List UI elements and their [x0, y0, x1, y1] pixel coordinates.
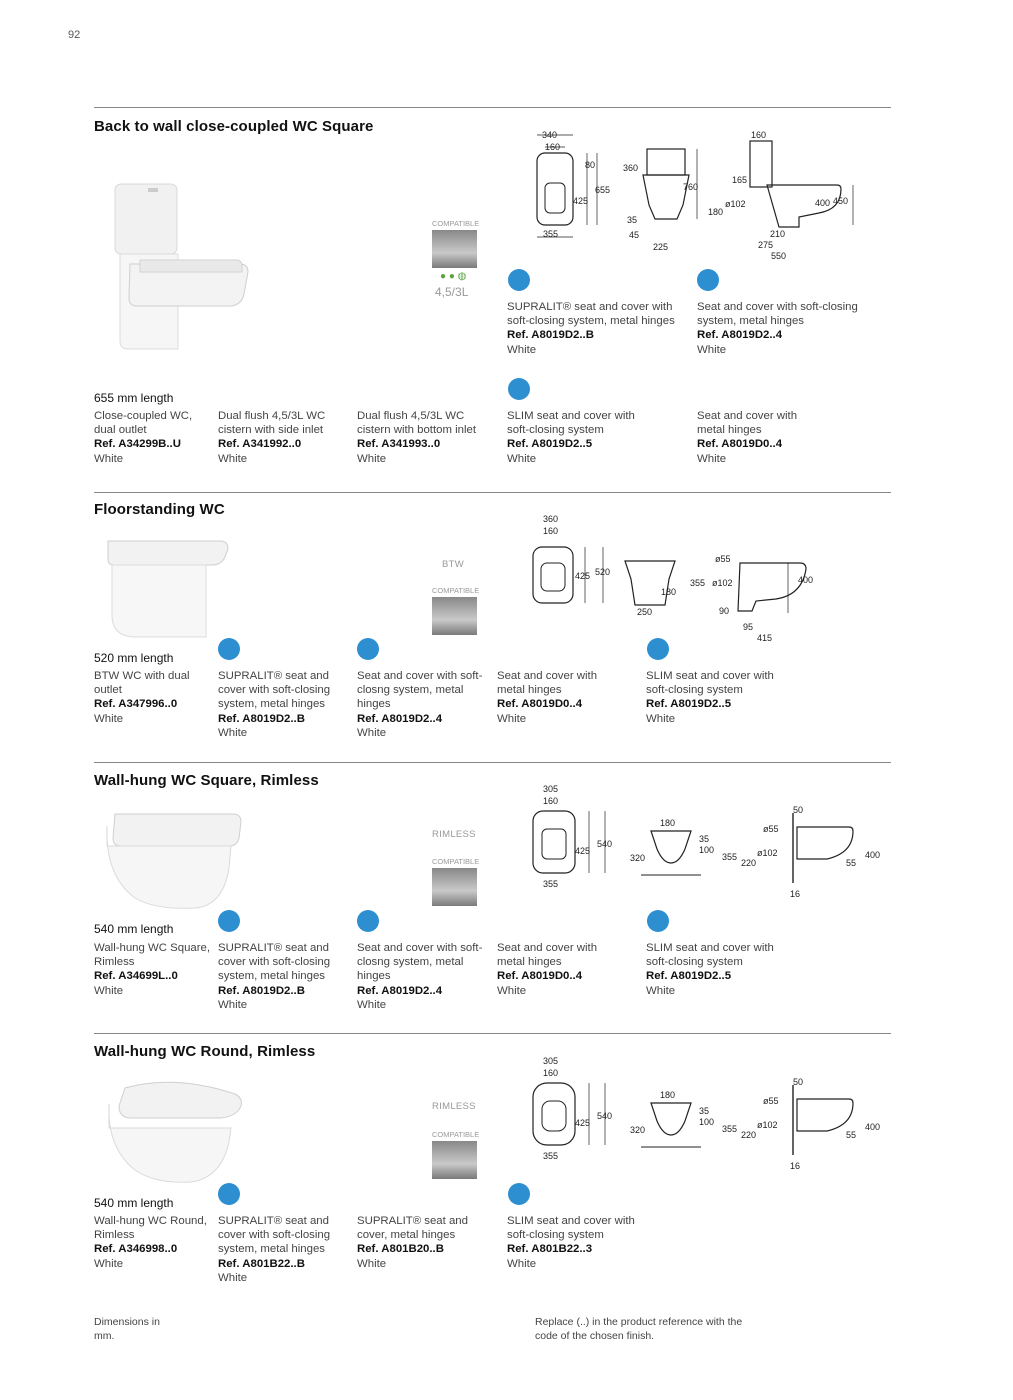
dim-label: 95: [743, 622, 754, 632]
badge-image: [432, 1141, 477, 1179]
product-card: [497, 941, 617, 998]
product-ref: Ref. A34299B..U: [94, 438, 181, 451]
product-card: [357, 669, 485, 740]
product-ref: Ref. A8019D0..4: [497, 970, 583, 983]
product-finish: White: [357, 452, 387, 465]
product-card: [94, 1214, 212, 1271]
dim-label: 355: [543, 229, 559, 239]
dim-label: 320: [630, 1125, 646, 1135]
soft-close-icon: [218, 638, 240, 660]
product-card: [94, 669, 212, 726]
page-number: 92: [68, 29, 81, 41]
product-description: SUPRALIT® seat and cover with soft-closing system, metal hinges: [218, 1215, 331, 1256]
product-card: [507, 1214, 657, 1271]
soft-close-icon: [508, 1183, 530, 1205]
soft-close-icon: [697, 269, 719, 291]
badge-image: [432, 597, 477, 635]
product-description: Seat and cover with metal hinges: [497, 942, 598, 969]
dim-label: 360: [623, 163, 639, 173]
section-divider: [94, 1033, 891, 1034]
dim-label: 320: [630, 853, 646, 863]
dim-label: 80: [585, 160, 596, 170]
product-ref: Ref. A8019D2..4: [697, 329, 783, 342]
dim-label: ø102: [712, 578, 733, 588]
badge-label: COMPATIBLE: [432, 857, 480, 866]
product-card: [218, 941, 346, 1012]
soft-close-icon: [508, 269, 530, 291]
dim-label: 55: [846, 858, 857, 868]
technical-drawing-wall-hung-round: [505, 1055, 890, 1175]
product-ref: Ref. A347996..0: [94, 698, 178, 711]
soft-close-icon: [357, 910, 379, 932]
product-description: SLIM seat and cover with soft-closing system: [646, 942, 774, 969]
dim-label: 160: [545, 142, 561, 152]
product-description: SLIM seat and cover with soft-closing system: [646, 670, 774, 697]
product-finish: White: [218, 452, 248, 465]
badge-image: [432, 868, 477, 906]
soft-close-icon: [647, 638, 669, 660]
dim-label: 425: [575, 571, 591, 581]
dim-label: 16: [790, 889, 801, 899]
product-finish: White: [697, 343, 727, 356]
rimless-badge: RIMLESS: [432, 829, 476, 840]
product-photo-close-coupled-wc: [110, 182, 250, 362]
product-ref: Ref. A8019D2..5: [646, 698, 732, 711]
product-photo-floorstanding-wc: [104, 527, 234, 642]
product-card: [94, 409, 212, 466]
dim-label: 355: [690, 578, 706, 588]
product-card: [507, 409, 657, 466]
dim-label: 275: [758, 240, 774, 250]
dim-label: 35: [699, 834, 710, 844]
product-description: Wall-hung WC Square, Rimless: [94, 942, 211, 969]
dim-label: 360: [543, 514, 559, 524]
length-label: 520 mm length: [94, 651, 174, 665]
dim-label: 100: [699, 1117, 715, 1127]
product-card: [646, 941, 796, 998]
product-finish: White: [357, 1257, 387, 1270]
product-ref: Ref. A341992..0: [218, 438, 302, 451]
length-label: 655 mm length: [94, 391, 174, 405]
product-ref: Ref. A801B22..B: [218, 1257, 305, 1270]
rimless-badge: RIMLESS: [432, 1101, 476, 1112]
product-description: BTW WC with dual outlet: [94, 670, 190, 697]
dim-label: 355: [543, 879, 559, 889]
product-finish: White: [94, 712, 124, 725]
section-title: Floorstanding WC: [94, 501, 225, 518]
dim-label: 540: [597, 839, 613, 849]
product-description: SUPRALIT® seat and cover with soft-closing system, metal hinges: [218, 670, 331, 711]
product-description: SUPRALIT® seat and cover with soft-closing system, metal hinges: [218, 942, 331, 983]
dim-label: 160: [543, 796, 559, 806]
product-description: Seat and cover with metal hinges: [497, 670, 598, 697]
section-divider: [94, 762, 891, 763]
compatible-badge: [432, 857, 480, 906]
dim-label: 340: [542, 130, 558, 140]
product-description: Seat and cover with soft-closng system, metal hinges: [357, 670, 483, 711]
dim-label: 425: [575, 846, 591, 856]
product-finish: White: [497, 712, 527, 725]
badge-label: COMPATIBLE: [432, 219, 480, 228]
product-finish: White: [94, 984, 124, 997]
product-description: Wall-hung WC Round, Rimless: [94, 1215, 207, 1242]
product-photo-wall-hung-square: [105, 806, 250, 916]
product-ref: Ref. A34699L..0: [94, 970, 178, 983]
dim-label: 425: [573, 196, 589, 206]
product-finish: White: [646, 984, 676, 997]
product-ref: Ref. A8019D2..4: [357, 984, 443, 997]
length-label: 540 mm length: [94, 922, 174, 936]
section-divider: [94, 107, 891, 108]
dim-label: 220: [741, 858, 757, 868]
dim-label: 450: [833, 196, 849, 206]
dim-label: ø55: [715, 554, 731, 564]
product-ref: Ref. A8019D2..4: [357, 712, 443, 725]
product-finish: White: [357, 726, 387, 739]
product-ref: Ref. A8019D0..4: [697, 438, 783, 451]
dim-label: 225: [653, 242, 669, 252]
dim-label: 400: [865, 1122, 881, 1132]
dim-label: 55: [846, 1130, 857, 1140]
product-description: Dual flush 4,5/3L WC cistern with side inlet: [218, 410, 326, 437]
soft-close-icon: [218, 910, 240, 932]
footer-dimensions-note: Dimensions in mm.: [94, 1316, 160, 1342]
dim-label: 35: [627, 215, 638, 225]
dim-label: 760: [683, 182, 699, 192]
btw-badge: BTW: [442, 559, 465, 570]
product-card: [94, 941, 212, 998]
dim-label: ø55: [763, 1096, 779, 1106]
compatible-badge: [432, 586, 480, 635]
product-ref: Ref. A8019D2..5: [507, 438, 593, 451]
product-finish: White: [218, 726, 248, 739]
length-label: 540 mm length: [94, 1196, 174, 1210]
product-finish: White: [497, 984, 527, 997]
dim-label: 250: [637, 607, 653, 617]
dim-label: ø102: [757, 1120, 778, 1130]
dim-label: 355: [543, 1151, 559, 1161]
product-description: SUPRALIT® seat and cover, metal hinges: [357, 1215, 468, 1242]
product-ref: Ref. A8019D2..5: [646, 970, 732, 983]
product-ref: Ref. A8019D2..B: [507, 329, 594, 342]
product-description: Seat and cover with metal hinges: [697, 410, 798, 437]
section-title: Wall-hung WC Square, Rimless: [94, 772, 319, 789]
dim-label: 180: [660, 818, 676, 828]
dim-label: ø55: [763, 824, 779, 834]
product-description: SLIM seat and cover with soft-closing system: [507, 410, 635, 437]
product-finish: White: [697, 452, 727, 465]
product-description: Dual flush 4,5/3L WC cistern with bottom inlet: [357, 410, 477, 437]
soft-close-icon: [357, 638, 379, 660]
dim-label: 400: [815, 198, 831, 208]
dim-label: 180: [660, 1090, 676, 1100]
product-card: [507, 300, 687, 357]
product-card: [218, 409, 346, 466]
product-finish: White: [646, 712, 676, 725]
dim-label: 160: [543, 1068, 559, 1078]
product-card: [357, 1214, 487, 1271]
badge-label: COMPATIBLE: [432, 1130, 480, 1139]
product-finish: White: [507, 1257, 537, 1270]
dim-label: 520: [595, 567, 611, 577]
section-title: Back to wall close-coupled WC Square: [94, 118, 374, 135]
dim-label: 50: [793, 1077, 804, 1087]
dim-label: 180: [661, 587, 677, 597]
badge-image: [432, 230, 477, 268]
product-card: [646, 669, 796, 726]
section-title: Wall-hung WC Round, Rimless: [94, 1043, 316, 1060]
dim-label: 400: [865, 850, 881, 860]
product-ref: Ref. A8019D2..B: [218, 984, 305, 997]
dim-label: 355: [722, 1124, 738, 1134]
dim-label: 50: [793, 805, 804, 815]
dim-label: 100: [699, 845, 715, 855]
dim-label: 415: [757, 633, 773, 643]
product-finish: White: [507, 452, 537, 465]
dim-label: 45: [629, 230, 640, 240]
dim-label: 160: [751, 130, 767, 140]
product-finish: White: [218, 1271, 248, 1284]
soft-close-icon: [508, 378, 530, 400]
dim-label: 16: [790, 1161, 801, 1171]
water-drops-icon: ● ● ◍: [440, 271, 467, 282]
dim-label: 180: [708, 207, 724, 217]
dim-label: ø102: [725, 199, 746, 209]
compatible-badge: [432, 219, 480, 268]
technical-drawing-floorstanding: [505, 513, 890, 648]
product-card: [497, 669, 617, 726]
soft-close-icon: [218, 1183, 240, 1205]
product-card: [357, 409, 487, 466]
product-finish: White: [507, 343, 537, 356]
product-finish: White: [357, 998, 387, 1011]
product-ref: Ref. A8019D0..4: [497, 698, 583, 711]
dim-label: 90: [719, 606, 730, 616]
dim-label: 540: [597, 1111, 613, 1121]
compatible-badge: [432, 1130, 480, 1179]
product-description: SLIM seat and cover with soft-closing system: [507, 1215, 635, 1242]
footer-reference-note: Replace (..) in the product reference with the code of the chosen finish.: [535, 1316, 743, 1342]
product-card: [697, 409, 817, 466]
product-ref: Ref. A801B20..B: [357, 1243, 444, 1256]
product-card: [357, 941, 485, 1012]
flush-volume: 4,5/3L: [435, 285, 469, 299]
product-ref: Ref. A801B22..3: [507, 1243, 593, 1256]
product-description: Close-coupled WC, dual outlet: [94, 410, 193, 437]
dim-label: 35: [699, 1106, 710, 1116]
dim-label: 305: [543, 1056, 559, 1066]
product-finish: White: [218, 998, 248, 1011]
product-description: SUPRALIT® seat and cover with soft-closing system, metal hinges: [507, 301, 675, 328]
product-card: [218, 669, 346, 740]
product-card: [697, 300, 872, 357]
soft-close-icon: [647, 910, 669, 932]
product-finish: White: [94, 1257, 124, 1270]
dim-label: 305: [543, 784, 559, 794]
dim-label: 425: [575, 1118, 591, 1128]
dim-label: 210: [770, 229, 786, 239]
dim-label: 400: [798, 575, 814, 585]
dim-label: 355: [722, 852, 738, 862]
technical-drawing-wall-hung-square: [505, 783, 890, 903]
dim-label: 220: [741, 1130, 757, 1140]
product-ref: Ref. A8019D2..B: [218, 712, 305, 725]
product-finish: White: [94, 452, 124, 465]
product-photo-wall-hung-round: [105, 1078, 250, 1188]
dim-label: ø102: [757, 848, 778, 858]
dim-label: 550: [771, 251, 787, 261]
badge-label: COMPATIBLE: [432, 586, 480, 595]
dim-label: 160: [543, 526, 559, 536]
product-card: [218, 1214, 346, 1285]
product-ref: Ref. A346998..0: [94, 1243, 178, 1256]
dim-label: 655: [595, 185, 611, 195]
section-divider: [94, 492, 891, 493]
technical-drawing-close-coupled: [505, 125, 890, 265]
product-description: Seat and cover with soft-closing system, metal hinges: [697, 301, 858, 328]
product-ref: Ref. A341993..0: [357, 438, 441, 451]
product-description: Seat and cover with soft-closng system, metal hinges: [357, 942, 483, 983]
dim-label: 165: [732, 175, 748, 185]
